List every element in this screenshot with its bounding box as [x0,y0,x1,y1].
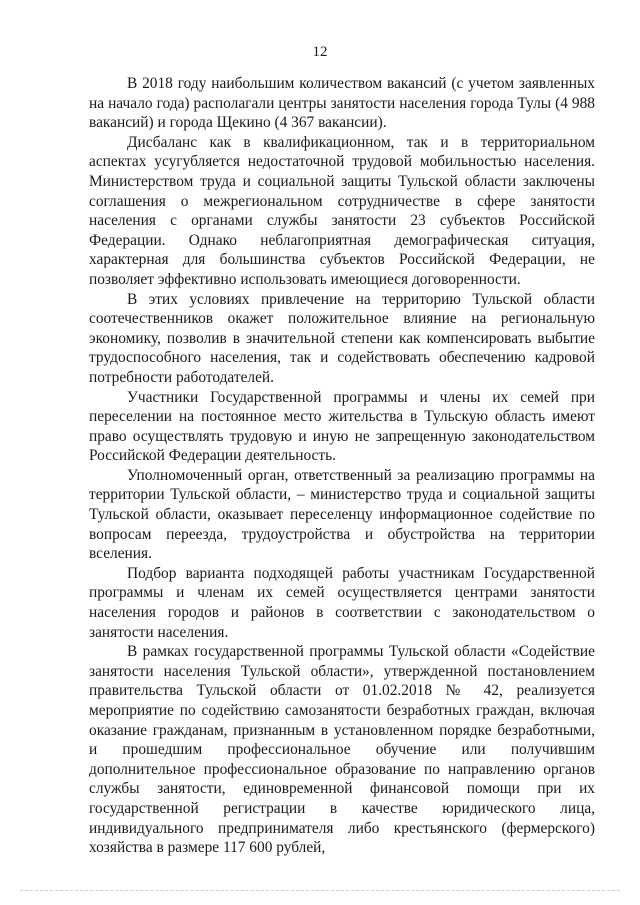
paragraph: В этих условиях привлечение на территорию Тульской области соотечественников окажет положительное влияние на региональную экономику, позволив в значительной степени как компенсировать выбытие трудоспособного населения, так и содействовать обеспечению кадровой потребности работодателей. [89,290,595,386]
paragraph: Уполномоченный орган, ответственный за реализацию программы на территории Тульской области, – министерство труда и социальной защиты Тульской области, оказывает переселенцу информационное содействие по вопросам переезда, трудоустройства и обустройства на территории вселения. [89,466,595,563]
paragraph: Подбор варианта подходящей работы участникам Государственной программы и членам их семей осуществляется центрами занятости населения городов и районов в соответствии с законодательством о занятости населения. [89,564,595,641]
paragraph: В 2018 году наибольшим количеством вакансий (с учетом заявленных на начало года) располагали центры занятости населения города Тулы (4 988 вакансий) и города Щекино (4 367 вакансии). [89,75,595,132]
document-body [89,74,595,858]
page-number: 12 [312,44,328,60]
scan-edge-divider [20,890,620,892]
paragraph: Участники Государственной программы и члены их семей при переселении на постоянное место жительства в Тульскую область имеют право осуществлять трудовую и иную не запрещенную законодательством Российской Федерации деятельность. [89,388,595,465]
paragraph: Дисбаланс как в квалификационном, так и в территориальном аспектах усугубляется недостаточной трудовой мобильностью населения. Министерством труда и социальной защиты Тульской области заключены соглашения о межрегиональном сотрудничестве в сфере занятости населения с органами службы занятости 23 субъектов Российской Федерации. Однако неблагоприятная демографическая ситуация, характерная для большинства субъектов Российской Федерации, не позволяет эффективно использовать имеющиеся договоренности. [89,133,595,288]
paragraph: В рамках государственной программы Тульской области «Содействие занятости населения Тульской области», утвержденной постановлением правительства Тульской области от 01.02.2018 № 42, реализуется мероприятие по содействию самозанятости безработных граждан, включая оказание гражданам, признанным в установленном порядке безработными, и прошедшим профессиональное обучение или получившим дополнительное профессиональное образование по направлению органов службы занятости, единовременной финансовой помощи при их государственной регистрации в качестве юридического лица, индивидуального предпринимателя либо крестьянского (фермерского) хозяйства в размере 117 600 рублей, [89,643,595,857]
